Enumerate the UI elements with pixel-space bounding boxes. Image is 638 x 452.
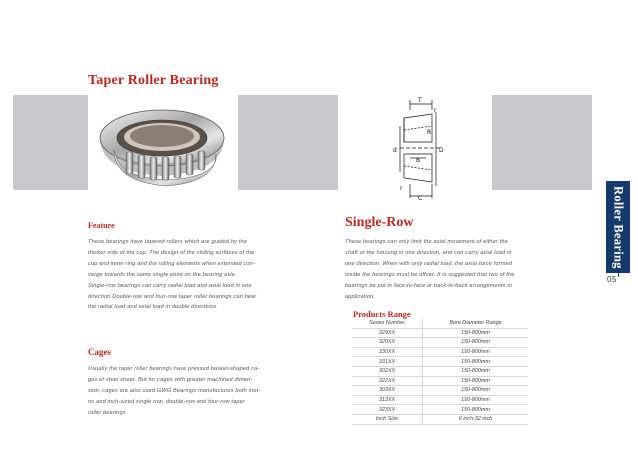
bore-cell: 150-800mm <box>423 405 529 415</box>
series-cell: 323XX <box>352 405 423 415</box>
series-cell: 313XX <box>352 395 423 405</box>
single-row-line: application. <box>345 293 376 300</box>
feature-line: direction.Double-row and four-row taper roller bearings can bear <box>88 293 257 300</box>
products-range-heading: Products Range <box>353 309 411 319</box>
single-row-line: shaft or the housing in one direction, and can carry axial load in <box>345 249 512 256</box>
table-row <box>352 376 528 386</box>
series-cell: 322XX <box>352 376 423 386</box>
diagram-label-d-outer: D <box>439 147 444 154</box>
feature-line: the radial load and axial load in double directions. <box>88 304 219 311</box>
column-header-bore: Bore Diameter Range <box>423 319 529 328</box>
table-row <box>352 366 528 376</box>
diagram-label-r-upper: R <box>427 129 432 136</box>
bore-cell: 150-800mm <box>423 366 529 376</box>
table-row <box>352 338 528 348</box>
series-cell: 329XX <box>352 328 423 338</box>
diagram-label-r-bottom: r <box>400 185 403 192</box>
single-row-heading: Single-Row <box>345 215 414 230</box>
table-row <box>352 414 528 424</box>
cages-line: roller bearings <box>88 409 126 416</box>
cages-line: ric and inch-sized single row, double-row and four-row taper <box>88 398 245 405</box>
table-row <box>352 395 528 405</box>
series-cell: 330XX <box>352 347 423 357</box>
diagram-label-t: T <box>418 97 422 104</box>
series-cell: Inch Size <box>352 414 423 424</box>
bearing-photo <box>92 100 232 190</box>
table-row <box>352 347 528 357</box>
cages-line: Usually the taper roller bearings have pressed basket-shaped ca- <box>88 366 260 372</box>
diagram-label-r-top: r <box>434 107 437 114</box>
diagram-label-d-inner: d <box>393 147 397 154</box>
feature-line: Single-row bearings can carry radial load and axial load in one <box>88 282 252 289</box>
bore-cell: 150-800mm <box>423 395 529 405</box>
table-header-row <box>352 319 528 328</box>
feature-line: thicker side of the cup. The design of the sliding surfaces of the <box>88 249 255 256</box>
bore-cell: 150-800mm <box>423 338 529 348</box>
table-row <box>352 357 528 367</box>
bore-cell: 150-800mm <box>423 386 529 396</box>
single-row-paragraph <box>345 237 515 302</box>
side-tab-label: Roller Bearing <box>611 185 626 269</box>
gray-band-right <box>492 95 592 190</box>
diagram-label-b: B <box>416 157 421 164</box>
page-number: 05 <box>607 275 617 284</box>
bore-cell: 150-800mm <box>423 357 529 367</box>
gray-band-left <box>13 95 88 190</box>
feature-heading: Feature <box>88 221 115 230</box>
feature-line: verge towards the same single point on the bearing axle. <box>88 271 237 278</box>
diagram-label-c: C <box>418 195 423 200</box>
feature-paragraph <box>88 237 256 313</box>
cages-line: sion, cages are also used.GWG Bearings manufactures both met- <box>88 387 261 394</box>
bore-cell: 150-800mm <box>423 328 529 338</box>
bearing-cross-section-diagram <box>390 96 460 200</box>
series-cell: 303XX <box>352 386 423 396</box>
feature-line: These bearings have tapered rollers which are guided by the <box>88 239 248 245</box>
section-side-tab <box>606 181 630 273</box>
single-row-line: These bearings can only limit the axial movement of either the <box>345 239 508 245</box>
single-row-line: inside the bearings must be offset. It is suggested that two of the <box>345 271 515 278</box>
feature-line: cup and inner ring and the rolling elements when extended con- <box>88 260 255 267</box>
products-range-table <box>352 319 528 425</box>
side-tab-divider <box>618 273 619 277</box>
series-cell: 302XX <box>352 366 423 376</box>
table-row <box>352 328 528 338</box>
page-title: Taper Roller Bearing <box>88 73 219 88</box>
cages-line: ges of steel sheet. But for cages with greater machined dimen- <box>88 376 253 383</box>
bore-cell: 150-800mm <box>423 376 529 386</box>
series-cell: 331XX <box>352 357 423 367</box>
table-row <box>352 405 528 415</box>
cages-heading: Cages <box>88 347 111 357</box>
single-row-line: one direction. When with only radial load, the axial force formed <box>345 260 513 267</box>
cages-paragraph <box>88 364 260 419</box>
column-header-series: Series Number <box>352 319 423 328</box>
gray-band-middle <box>238 95 338 190</box>
series-cell: 320XX <box>352 338 423 348</box>
table-row <box>352 386 528 396</box>
single-row-line: bearings be put in face-to-face or back-to-back arrangements in <box>345 282 513 289</box>
bore-cell: 150-800mm <box>423 347 529 357</box>
bore-cell: 6 inch-32 inch <box>423 414 529 424</box>
